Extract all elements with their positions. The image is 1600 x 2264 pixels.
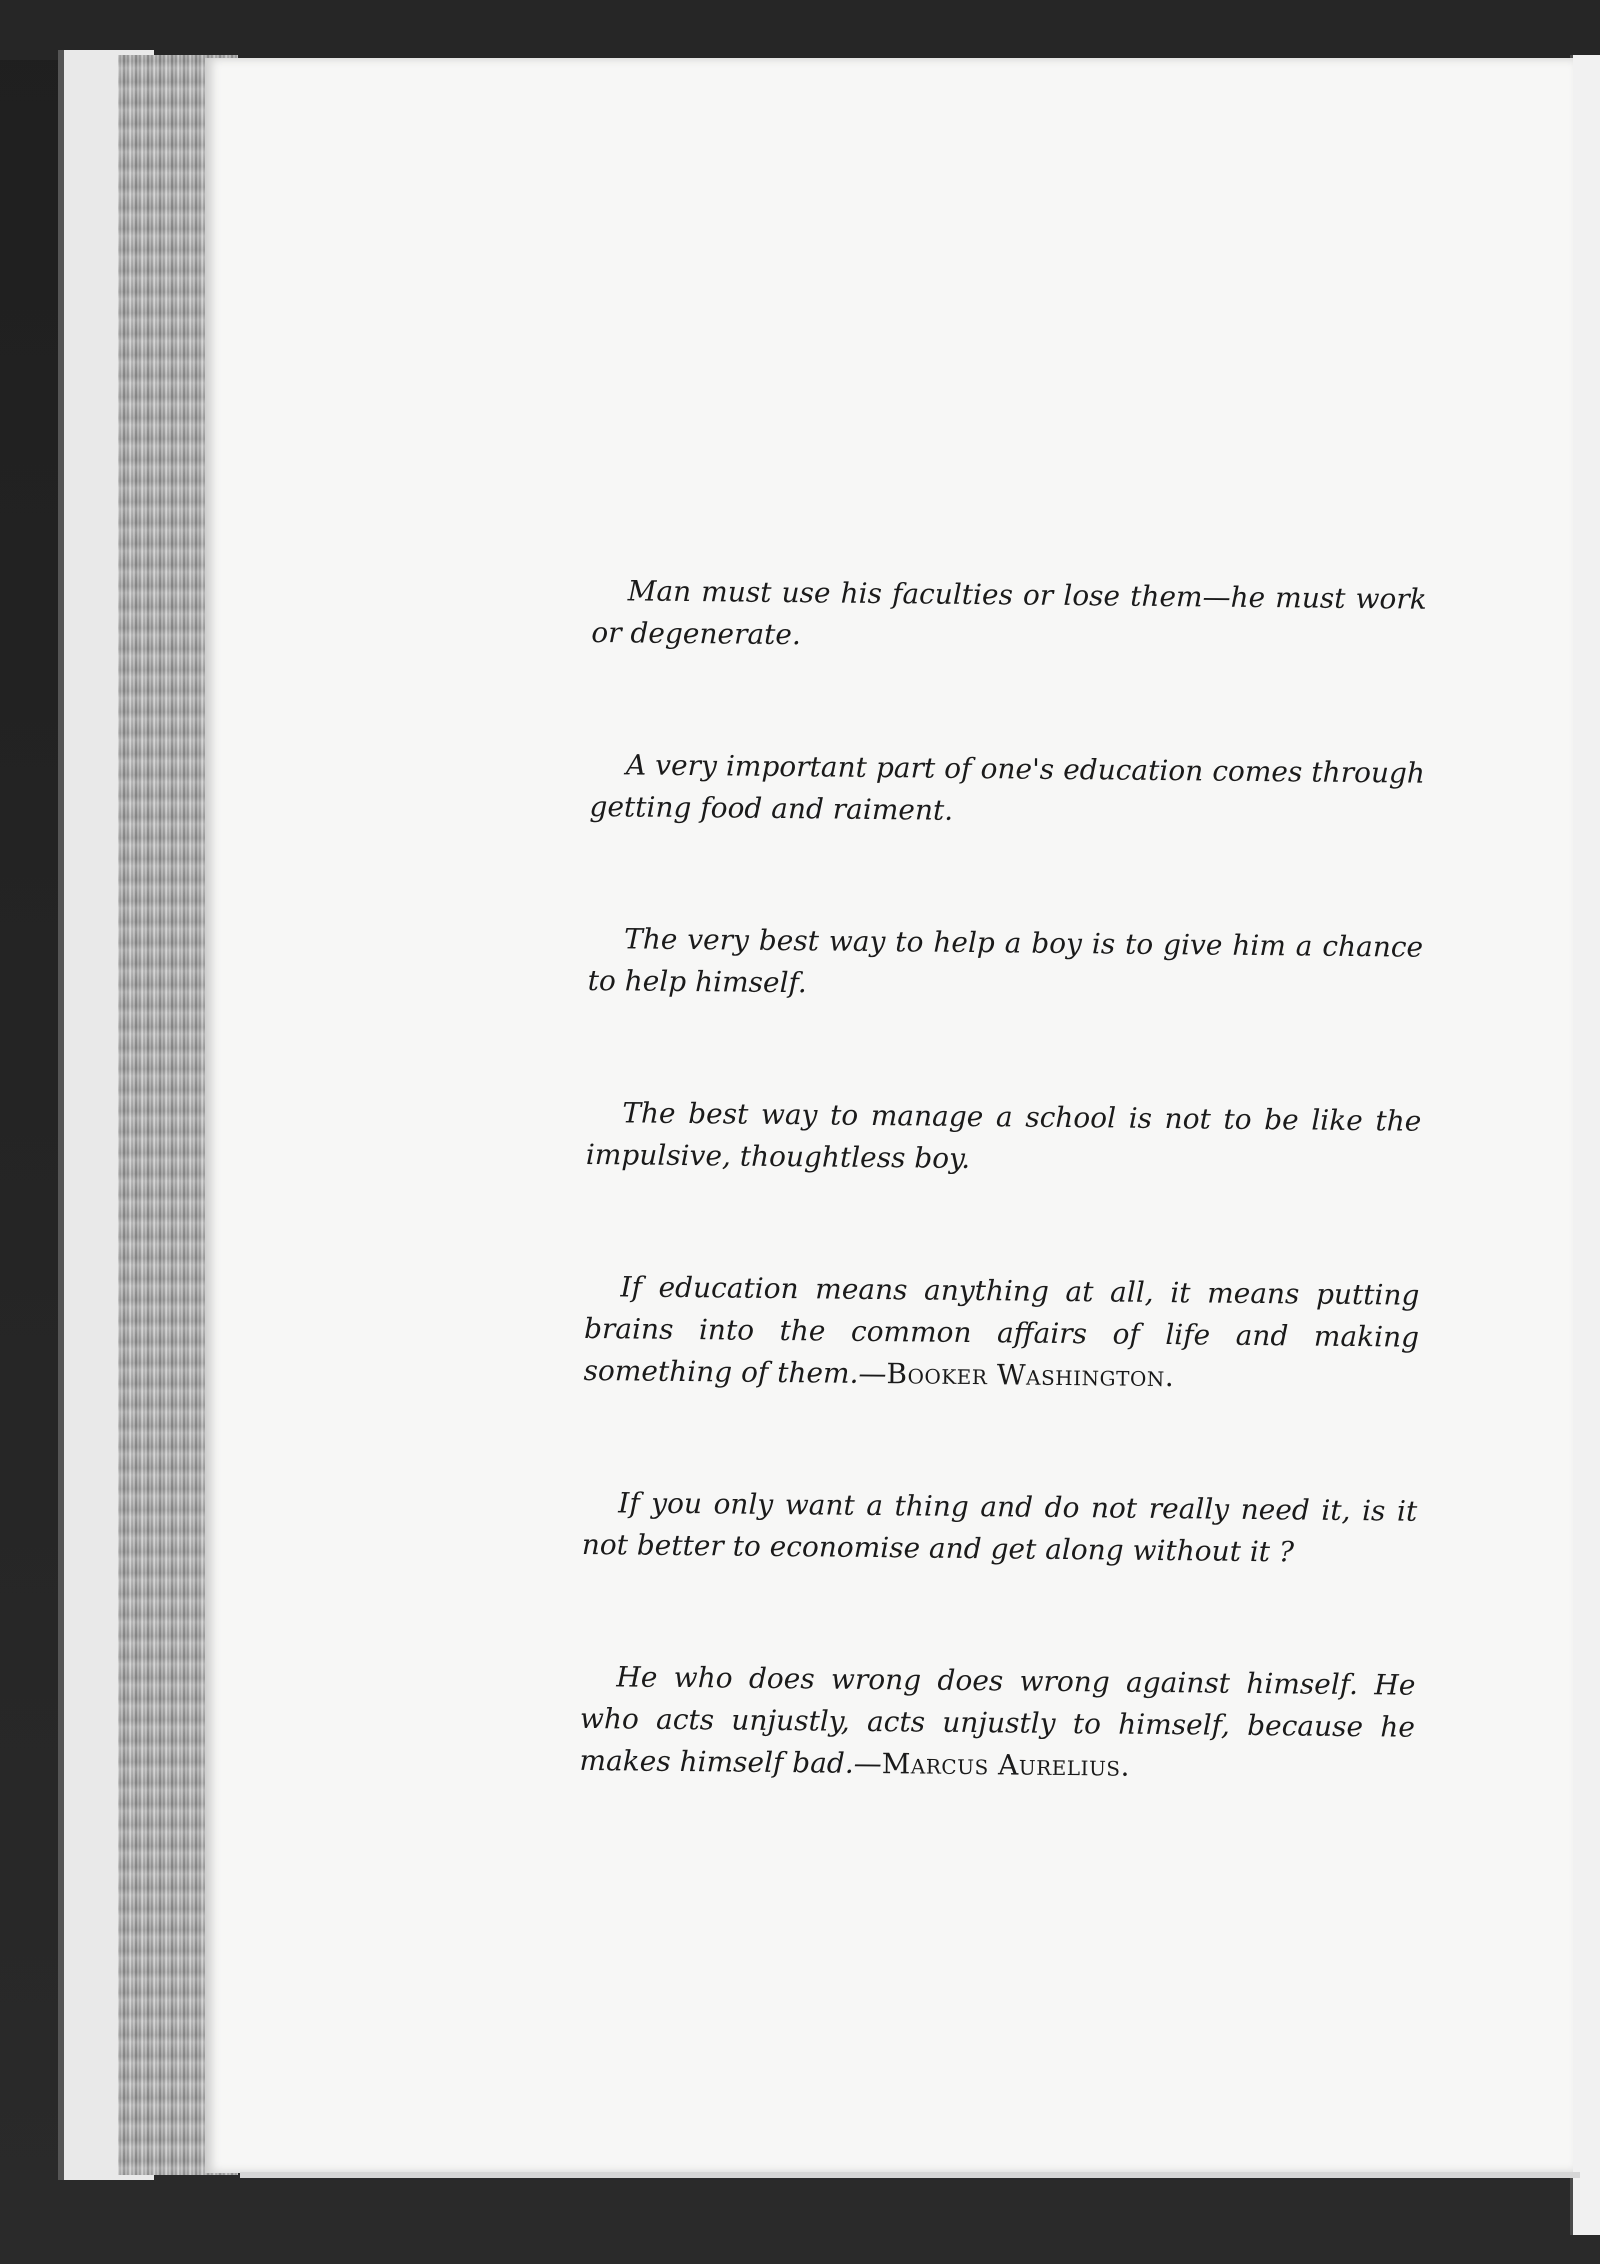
quote-paragraph <box>586 1092 1422 1185</box>
scan-background <box>0 0 1600 60</box>
quote-paragraph <box>591 570 1427 663</box>
quotes-block <box>578 570 1427 1881</box>
quote-text: The best way to manage a school is not to be like the impulsive, thoughtless boy. <box>585 1096 1422 1175</box>
quote-paragraph <box>579 1656 1415 1791</box>
quote-text: If education means anything at all, it means putting brains into the common affairs of life and making something of them.— <box>583 1270 1420 1391</box>
quote-paragraph <box>583 1266 1419 1401</box>
quote-text: Man must use his faculties or lose them—he must work or degenerate. <box>591 574 1427 652</box>
quote-text: A very important part of one's education comes through getting food and raiment. <box>589 748 1426 827</box>
facing-page-edge <box>1570 55 1600 2235</box>
page-bottom-edge <box>240 2172 1580 2178</box>
quote-paragraph <box>582 1482 1418 1575</box>
quote-text: He who does wrong does wrong against himself. He who acts unjustly, acts unjustly to himself, because he makes himself bad.— <box>579 1660 1416 1781</box>
quote-attribution: Booker Washington. <box>886 1357 1175 1394</box>
quote-paragraph <box>587 918 1423 1011</box>
quote-attribution: Marcus Aurelius. <box>881 1747 1131 1783</box>
quote-paragraph <box>589 744 1425 837</box>
quote-text: If you only want a thing and do not really need it, is it not better to economise and get along without it ? <box>581 1486 1418 1569</box>
quote-text: The very best way to help a boy is to give him a chance to help himself. <box>587 922 1424 1000</box>
